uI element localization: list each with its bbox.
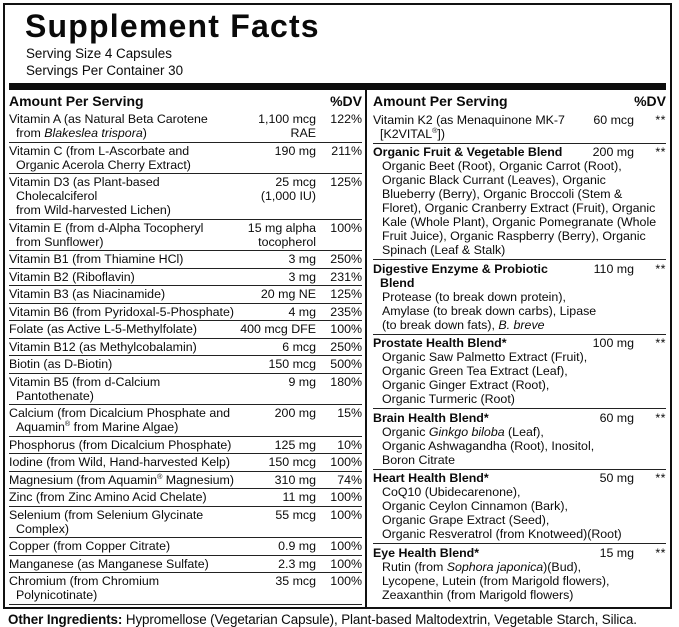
nutrient-name: Phosphorus (from Dicalcium Phosphate) [9,437,232,452]
other-ingredients-text: Hypromellose (Vegetarian Capsule), Plant-based Maltodextrin, Vegetable Starch, Silica. [125,612,637,627]
nutrient-amount: 25 mcg (1,000 IU) [260,175,316,204]
nutrient-row [9,111,362,142]
nutrient-amount: 55 mcg [275,507,316,522]
blend-amount: 15 mg [599,545,634,560]
nutrient-dv: 100% [330,507,362,522]
nutrient-amount: 150 mcg [268,357,316,372]
blend-dv: ** [655,471,666,486]
nutrient-amount: 2.3 mg [278,556,316,571]
nutrient-dv: 125% [330,175,362,190]
nutrient-dv: 500% [330,357,362,372]
blend-amount: 60 mcg [593,112,634,127]
blend-dv: ** [655,112,666,127]
nutrient-amount: 125 mg [274,437,316,452]
nutrient-name: Iodine (from Wild, Hand-harvested Kelp) [9,455,231,470]
nutrient-row [9,436,362,454]
nutrient-row [9,506,362,538]
blend-dv: ** [655,410,666,425]
blend-dv: ** [655,145,666,160]
nutrient-row [9,173,362,219]
nutrient-dv: 231% [330,269,362,284]
nutrient-row [9,142,362,174]
right-column-header [373,90,666,111]
nutrient-dv: 100% [330,556,362,571]
nutrient-amount: 0.9 mg [278,539,316,554]
nutrient-dv: 100% [330,490,362,505]
blend-ingredients: Organic Beet (Root), Organic Carrot (Root), Organic Black Currant (Leaves), Organic Blueberry (Berry), Organic Broccoli (Stem & Floret), Organic Cranberry Extract (Fruit), Organic Kale (Whole Plant), Organic Pomegranate (Whole Fruit Juice), Organic Raspberry (Berry), Organic Spinach (Leaf & Stalk) [382,159,657,258]
blend-ingredients: CoQ10 (Ubidecarenone), Organic Ceylon Cinnamon (Bark), Organic Grape Extract (Seed), Organic Resveratrol (from Knotweed)(Root) [382,485,622,542]
left-header-amount-label: Amount Per Serving [9,93,144,110]
nutrient-name: Vitamin E (from d-Alpha Tocopheryl from Sunflower) [9,220,204,249]
blend-row [373,259,666,334]
nutrient-name: Vitamin B6 (from Pyridoxal-5-Phosphate) [9,304,234,319]
left-column [9,90,365,609]
nutrient-dv: 122% [330,112,362,127]
blend-name: Prostate Health Blend* [373,336,507,351]
nutrient-name: Magnesium (from Aquamin® Magnesium) [9,471,234,487]
serving-size-line: Serving Size 4 Capsules [26,46,172,61]
nutrient-row [9,404,362,436]
other-ingredients-label: Other Ingredients: [8,612,123,627]
blend-amount: 60 mg [599,410,634,425]
nutrient-row [9,285,362,303]
blend-dv: ** [655,336,666,351]
blend-amount: 100 mg [592,336,634,351]
nutrient-amount: 3 mg [288,269,316,284]
nutrient-row [9,555,362,573]
nutrient-dv: 125% [330,287,362,302]
nutrient-amount: 20 mg NE [260,287,316,302]
servings-per-container-line: Servings Per Container 30 [26,62,184,78]
blend-row-head [373,262,666,290]
nutrient-dv: 100% [330,322,362,337]
nutrient-amount: 310 mg [274,472,316,487]
other-ingredients-line [8,612,673,627]
blend-row-head [373,336,666,350]
nutrient-row [9,453,362,471]
nutrient-name: Zinc (from Zinc Amino Acid Chelate) [9,490,207,505]
nutrient-name: Vitamin C (from L-Ascorbate and Organic Acerola Cherry Extract) [9,143,191,172]
nutrient-dv [316,606,362,609]
blend-name: Digestive Enzyme & Probiotic Blend [373,261,548,290]
nutrient-dv: 250% [330,252,362,267]
nutrient-amount: 15 mg alpha tocopherol [247,220,316,249]
blend-ingredients: Protease (to break down protein), Amylase (to break down carbs), Lipase (to break down fats), B. breve [382,289,597,332]
nutrient-amount [236,606,316,609]
blend-name: Eye Health Blend* [373,545,480,560]
nutrient-dv: 74% [337,472,362,487]
blend-name: Heart Health Blend* [373,471,489,486]
nutrient-row [9,219,362,251]
nutrient-name: Vitamin D3 (as Plant-based Cholecalciferol from Wild-harvested Lichen) [9,175,171,218]
nutrient-name [9,606,236,609]
nutrient-name: Vitamin B1 (from Thiamine HCl) [9,252,184,267]
nutrient-name: Folate (as Active L-5-Methylfolate) [9,322,198,337]
blend-row [373,408,666,469]
blend-amount: 50 mg [599,471,634,486]
thick-divider-bar [9,83,666,90]
blend-amount: 110 mg [593,261,634,276]
nutrient-dv: 10% [337,437,362,452]
nutrient-dv: 211% [331,143,362,158]
nutrient-name: Vitamin B3 (as Niacinamide) [9,287,166,302]
nutrient-name: Vitamin A (as Natural Beta Carotene from Blakeslea trispora) [9,112,208,141]
blend-row [373,111,666,143]
daily-value-footnote [373,604,666,609]
nutrient-amount: 6 mcg [282,339,316,354]
blend-dv: ** [655,261,666,276]
nutrient-name: Vitamin B12 (as Methylcobalamin) [9,339,197,354]
supplement-facts-panel [3,3,672,609]
nutrient-row [9,537,362,555]
nutrient-amount: 35 mcg [275,574,316,589]
left-rows [9,111,362,609]
blend-row [373,334,666,409]
blend-row-head [373,546,666,560]
nutrient-row [9,303,362,321]
nutrient-row [9,338,362,356]
right-header-dv-label: %DV [634,93,666,110]
nutrient-name: Selenium (from Selenium Glycinate Complex) [9,507,204,536]
blend-name: Brain Health Blend* [373,410,489,425]
blend-ingredients: Organic Saw Palmetto Extract (Fruit), Organic Green Tea Extract (Leaf), Organic Ginger Extract (Root), Organic Turmeric (Root) [382,350,588,407]
nutrient-amount: 3 mg [288,252,316,267]
blend-row-head [373,113,666,141]
nutrient-amount: 400 mcg DFE [240,322,316,337]
nutrient-row [9,320,362,338]
nutrient-row [9,355,362,373]
blend-amount: 200 mg [592,145,634,160]
nutrient-dv: 100% [330,220,362,235]
nutrient-row [9,268,362,286]
blend-ingredients: Organic Ginkgo biloba (Leaf), Organic Ashwagandha (Root), Inositol, Boron Citrate [382,424,595,467]
blend-name: Vitamin K2 (as Menaquinone MK-7 [K2VITAL®]) [373,112,565,141]
blend-row-head [373,471,666,485]
blend-row [373,143,666,260]
nutrient-dv: 15% [337,406,362,421]
nutrient-dv: 100% [330,574,362,589]
blend-row [373,543,666,604]
left-column-header [9,90,362,111]
nutrient-row [9,604,362,609]
blend-row-head [373,411,666,425]
left-header-dv-label: %DV [330,93,362,110]
right-rows [373,111,666,604]
blend-ingredients: Rutin (from Sophora japonica)(Bud), Lycopene, Lutein (from Marigold flowers), Zeaxanthin (from Marigold flowers) [382,559,610,602]
nutrient-amount: 150 mcg [268,455,316,470]
nutrient-amount: 9 mg [288,374,316,389]
nutrient-amount: 200 mg [274,406,316,421]
nutrient-dv: 180% [330,374,362,389]
nutrient-name: Chromium (from Chromium Polynicotinate) [9,574,160,603]
nutrient-dv: 100% [330,455,362,470]
nutrient-row [9,471,362,489]
nutrient-dv: 250% [330,339,362,354]
nutrient-row [9,373,362,405]
nutrient-name: Calcium (from Dicalcium Phosphate and Aquamin® from Marine Algae) [9,406,231,435]
right-column [365,90,666,609]
nutrient-row [9,572,362,604]
nutrient-amount: 1,100 mcg RAE [258,112,316,141]
nutrient-amount: 4 mg [288,304,316,319]
nutrient-row [9,488,362,506]
blend-row [373,469,666,544]
nutrient-row [9,250,362,268]
columns-area [9,90,666,609]
nutrient-amount: 11 mg [282,490,316,505]
blend-row-head [373,145,666,159]
nutrient-name: Vitamin B5 (from d-Calcium Pantothenate) [9,374,161,403]
nutrient-name: Vitamin B2 (Riboflavin) [9,269,135,284]
blend-name: Organic Fruit & Vegetable Blend [373,145,563,160]
panel-title: Supplement Facts [25,8,320,44]
right-header-amount-label: Amount Per Serving [373,93,508,110]
blend-dv: ** [655,545,666,560]
nutrient-dv: 100% [330,539,362,554]
nutrient-name: Biotin (as D-Biotin) [9,357,113,372]
nutrient-name: Copper (from Copper Citrate) [9,539,171,554]
nutrient-amount: 190 mg [274,143,316,158]
nutrient-name: Manganese (as Manganese Sulfate) [9,556,209,571]
nutrient-dv: 235% [330,304,362,319]
